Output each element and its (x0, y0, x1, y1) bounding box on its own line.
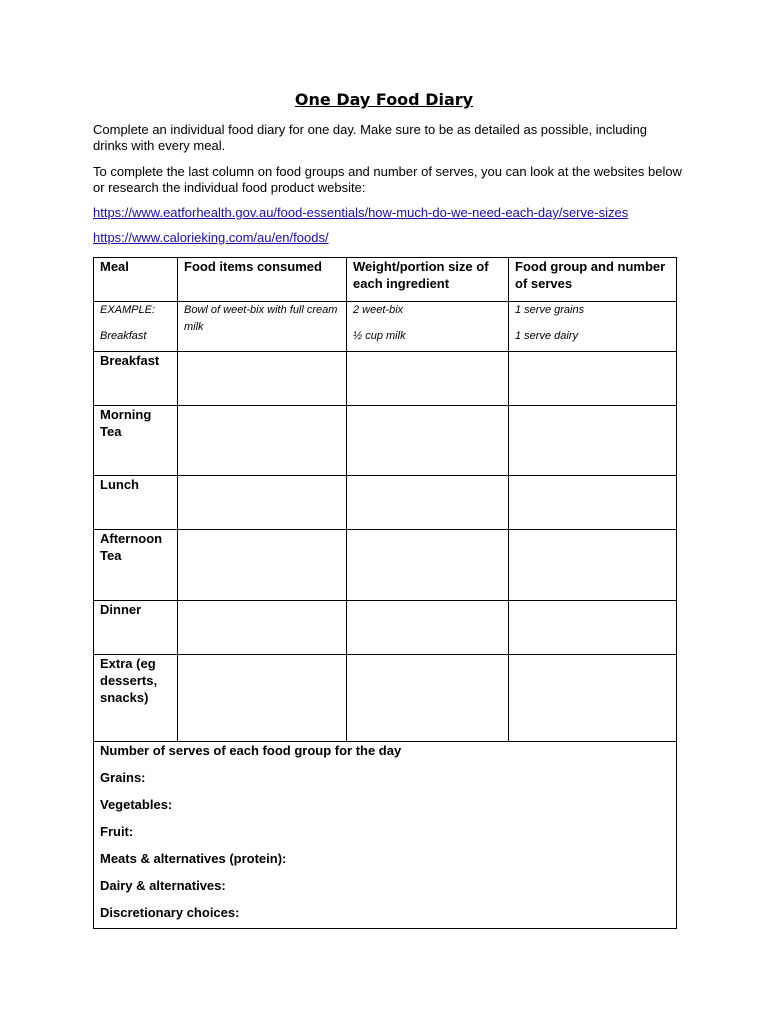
header-weight-portion: Weight/portion size of each ingredient (347, 258, 509, 302)
page-title: One Day Food Diary (294, 90, 474, 109)
weight-input-cell[interactable] (347, 476, 509, 530)
weight-input-cell[interactable] (347, 601, 509, 655)
meal-label-morning-tea: Morning Tea (94, 406, 178, 476)
example-label: EXAMPLE: (100, 304, 156, 316)
summary-cell[interactable] (94, 742, 677, 929)
meal-label-extra: Extra (eg desserts, snacks) (94, 655, 178, 742)
table-header-row (94, 258, 677, 302)
food-input-cell[interactable] (178, 352, 347, 406)
example-group-2: 1 serve dairy (515, 330, 578, 342)
group-input-cell[interactable] (509, 655, 677, 742)
meal-label-breakfast: Breakfast (94, 352, 178, 406)
summary-row (94, 742, 677, 929)
summary-grains: Grains: (100, 770, 146, 785)
meal-label-afternoon-tea: Afternoon Tea (94, 530, 178, 601)
summary-discretionary: Discretionary choices: (100, 905, 240, 920)
table-row (94, 406, 677, 476)
header-meal: Meal (94, 258, 178, 302)
example-food: Bowl of weet-bix with full cream milk (178, 302, 347, 352)
group-input-cell[interactable] (509, 601, 677, 655)
meal-label-dinner: Dinner (94, 601, 178, 655)
summary-heading: Number of serves of each food group for the day (100, 743, 402, 758)
example-meal: Breakfast (100, 330, 147, 342)
summary-meats: Meats & alternatives (protein): (100, 851, 287, 866)
table-row (94, 655, 677, 742)
summary-fruit: Fruit: (100, 824, 134, 839)
example-weight-cell (347, 302, 509, 352)
group-input-cell[interactable] (509, 530, 677, 601)
food-input-cell[interactable] (178, 476, 347, 530)
weight-input-cell[interactable] (347, 655, 509, 742)
instructions-text: To complete the last column on food groups and number of serves, you can look at the websites below or research the individual food product website: (93, 164, 682, 195)
table-row (94, 601, 677, 655)
header-food-items: Food items consumed (178, 258, 347, 302)
example-weight-2: ½ cup milk (353, 330, 406, 342)
food-input-cell[interactable] (178, 655, 347, 742)
header-food-group: Food group and number of serves (509, 258, 677, 302)
food-input-cell[interactable] (178, 406, 347, 476)
table-row (94, 476, 677, 530)
table-row (94, 530, 677, 601)
food-diary-table (93, 257, 677, 929)
meal-label-lunch: Lunch (94, 476, 178, 530)
example-group-1: 1 serve grains (515, 304, 585, 316)
weight-input-cell[interactable] (347, 352, 509, 406)
food-input-cell[interactable] (178, 601, 347, 655)
group-input-cell[interactable] (509, 406, 677, 476)
food-input-cell[interactable] (178, 530, 347, 601)
example-row (94, 302, 677, 352)
example-meal-cell (94, 302, 178, 352)
calorieking-link[interactable]: https://www.calorieking.com/au/en/foods/ (93, 230, 329, 245)
table-row (94, 352, 677, 406)
summary-vegetables: Vegetables: (100, 797, 173, 812)
summary-dairy: Dairy & alternatives: (100, 878, 226, 893)
group-input-cell[interactable] (509, 352, 677, 406)
weight-input-cell[interactable] (347, 530, 509, 601)
example-weight-1: 2 weet-bix (353, 304, 404, 316)
weight-input-cell[interactable] (347, 406, 509, 476)
intro-text: Complete an individual food diary for one day. Make sure to be as detailed as possible, including drinks with every meal. (93, 122, 648, 153)
eatforhealth-link[interactable]: https://www.eatforhealth.gov.au/food-essentials/how-much-do-we-need-each-day/serve-sizes (93, 205, 629, 220)
group-input-cell[interactable] (509, 476, 677, 530)
example-group-cell (509, 302, 677, 352)
